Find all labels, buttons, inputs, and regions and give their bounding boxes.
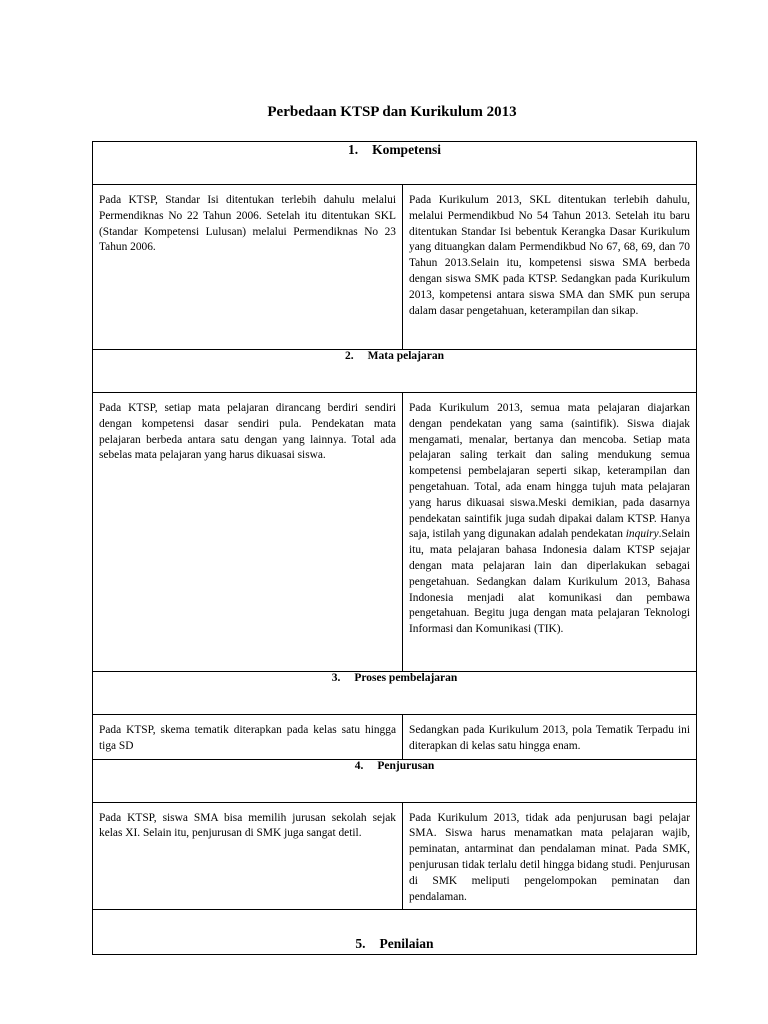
kurikulum-2013-cell: Sedangkan pada Kurikulum 2013, pola Tematik Terpadu ini diterapkan di kelas satu hingga enam.: [403, 715, 697, 760]
section-number: 1.: [347, 142, 359, 157]
kurikulum-2013-cell: Pada Kurikulum 2013, tidak ada penjurusan bagi pelajar SMA. Siswa harus menamatkan mata pelajaran wajib, peminatan, antarminat dan pendalaman minat. Pada SMK, penjurusan tidak terlalu detil hingga bidang studi. Penjurusan di SMK meliputi pengelompokan peminatan dan pendalaman.: [403, 802, 697, 910]
section-heading: Penjurusan: [377, 759, 435, 772]
section-heading: Penilaian: [379, 936, 434, 952]
section-number: 3.: [331, 672, 341, 684]
ktsp-cell: Pada KTSP, Standar Isi ditentukan terlebih dahulu melalui Permendiknas No 22 Tahun 2006. Setelah itu ditentukan SKL (Standar Kompetensi Lulusan) melalui Permendiknas No 23 Tahun 2006.: [93, 185, 403, 350]
section-row-kompetensi: [93, 185, 697, 350]
section-header-penilaian: [93, 910, 697, 955]
section-row-proses-pembelajaran: [93, 715, 697, 760]
section-number: 2.: [345, 350, 354, 362]
k13-text-part-1: Pada Kurikulum 2013, semua mata pelajaran diajarkan dengan pendekatan yang sama (saintifik). Siswa diajak mengamati, menalar, bertanya dan mencoba. Setiap mata pelajaran saling terkait dan saling mendukung semua kompetensi pembelajaran seperti sikap, keterampilan dan pengetahuan. Total, ada enam hingga tujuh mata pelajaran yang harus dikuasai siswa.Meski demikian, pada dasarnya pendekatan saintifik juga sudah dipakai dalam KTSP. Hanya saja, istilah yang digunakan adalah pendekatan: [409, 402, 690, 541]
k13-text-part-2: .Selain itu, mata pelajaran bahasa Indonesia dalam KTSP sejajar dengan mata pelajaran lain dan diperlakukan sebagai pengetahuan. Sedangkan dalam Kurikulum 2013, Bahasa Indonesia menjadi alat komunikasi dan pembawa pengetahuan. Begitu juga dengan mata pelajaran Teknologi Informasi dan Komunikasi (TIK).: [409, 528, 690, 636]
section-number: 5.: [355, 936, 366, 952]
section-header-mata-pelajaran: [93, 350, 697, 393]
ktsp-cell: Pada KTSP, setiap mata pelajaran dirancang berdiri sendiri dengan kompetensi dasar sendiri pula. Pendekatan mata pelajaran berbeda antara satu dengan yang lainnya. Total ada sebelas mata pelajaran yang harus dikuasai siswa.: [93, 393, 403, 672]
ktsp-cell: Pada KTSP, skema tematik diterapkan pada kelas satu hingga tiga SD: [93, 715, 403, 760]
section-row-penjurusan: [93, 802, 697, 910]
page-title: Perbedaan KTSP dan Kurikulum 2013: [267, 104, 517, 120]
section-heading: Kompetensi: [372, 142, 442, 157]
section-row-mata-pelajaran: [93, 393, 697, 672]
kurikulum-2013-cell: Pada Kurikulum 2013, SKL ditentukan terlebih dahulu, melalui Permendikbud No 54 Tahun 2013. Setelah itu baru ditentukan Standar Isi bebentuk Kerangka Dasar Kurikulum yang dituangkan dalam Permendikbud No 67, 68, 69, dan 70 Tahun 2013.Selain itu, kompetensi siswa SMA berbeda dengan siswa SMK pada KTSP. Sedangkan pada Kurikulum 2013, kompetensi antara siswa SMA dan SMK pun serupa dalam dasar pengetahuan, keterampilan dan sikap.: [403, 185, 697, 350]
section-header-proses-pembelajaran: [93, 672, 697, 715]
section-heading: Mata pelajaran: [367, 350, 444, 362]
section-heading: Proses pembelajaran: [354, 672, 458, 684]
section-header-kompetensi: [93, 142, 697, 185]
section-header-penjurusan: [93, 759, 697, 802]
section-number: 4.: [354, 759, 364, 772]
k13-italic-term: inquiry: [625, 528, 659, 541]
ktsp-cell: Pada KTSP, siswa SMA bisa memilih jurusan sekolah sejak kelas XI. Selain itu, penjurusan di SMK juga sangat detil.: [93, 802, 403, 910]
kurikulum-2013-cell: [403, 393, 697, 672]
comparison-table: [92, 141, 697, 955]
